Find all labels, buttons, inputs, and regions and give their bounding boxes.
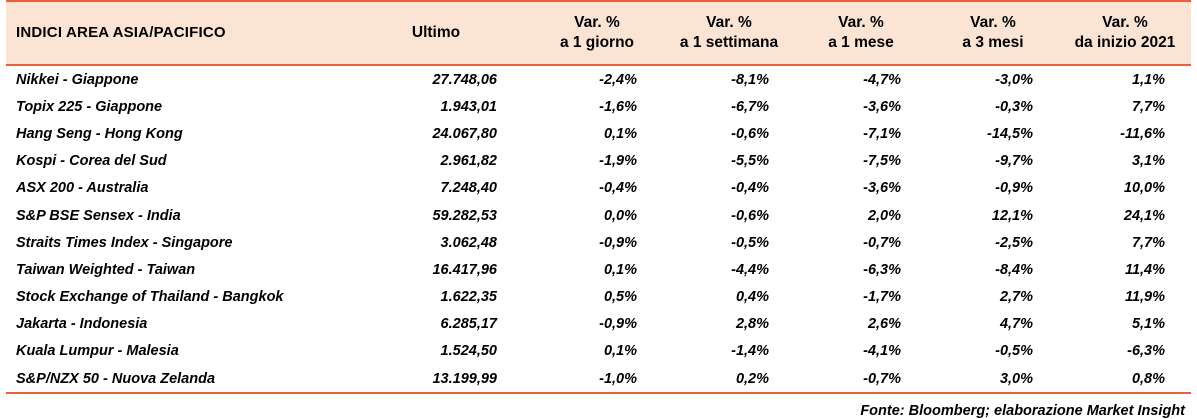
row-index-name: S&P/NZX 50 - Nuova Zelanda — [6, 365, 341, 393]
column-header-var-1-mese-line1: Var. % — [838, 14, 884, 32]
table-row — [6, 65, 1191, 93]
row-var-1-settimana: 2,8% — [735, 316, 769, 333]
row-var-inizio-anno: -6,3% — [1127, 343, 1165, 360]
row-var-1-giorno: 0,1% — [603, 125, 637, 142]
column-header-var-3-mesi-line2: a 3 mesi — [962, 34, 1024, 51]
row-var-1-mese: 2,0% — [867, 207, 901, 224]
column-header-var-3-mesi — [927, 1, 1059, 65]
column-header-var-1-mese — [795, 1, 927, 65]
row-index-name: Kospi - Corea del Sud — [16, 153, 167, 170]
row-var-3-mesi: -8,4% — [995, 261, 1033, 278]
row-var-1-mese: -0,7% — [795, 365, 927, 393]
row-var-1-mese: -3,6% — [863, 180, 901, 197]
row-index-name: Nikkei - Giappone — [16, 71, 139, 88]
row-var-1-mese: 2,6% — [867, 316, 901, 333]
row-ultimo: 1.524,50 — [440, 343, 497, 360]
row-var-inizio-anno: -11,6% — [1120, 125, 1165, 142]
row-var-1-giorno: -0,4% — [599, 180, 637, 197]
row-var-inizio-anno: 7,7% — [1131, 98, 1165, 115]
row-index-name: Topix 225 - Giappone — [16, 98, 163, 115]
table-row — [6, 256, 1191, 283]
column-header-var-1-settimana-line1: Var. % — [706, 14, 752, 32]
row-var-inizio-anno: 7,7% — [1131, 234, 1165, 251]
column-header-index-name-line1: INDICI AREA ASIA/PACIFICO — [16, 24, 226, 42]
row-ultimo: 2.961,82 — [440, 153, 497, 170]
row-var-1-settimana: -6,7% — [731, 98, 769, 115]
column-header-var-1-giorno-line2: a 1 giorno — [559, 34, 635, 51]
row-var-1-giorno: -0,9% — [599, 316, 637, 333]
column-header-ultimo — [341, 1, 531, 65]
row-var-3-mesi: 3,0% — [927, 365, 1059, 393]
column-header-var-3-mesi-line1: Var. % — [970, 14, 1016, 32]
row-index-name: Jakarta - Indonesia — [16, 316, 148, 333]
row-var-inizio-anno: 3,1% — [1131, 153, 1165, 170]
row-var-3-mesi: -2,5% — [995, 234, 1033, 251]
row-var-1-mese: -7,1% — [863, 125, 901, 142]
row-index-name: Kuala Lumpur - Malesia — [16, 343, 179, 360]
table-row — [6, 93, 1191, 120]
table-row — [6, 175, 1191, 202]
row-var-3-mesi: -0,9% — [995, 180, 1033, 197]
row-ultimo: 7.248,40 — [440, 180, 497, 197]
column-header-var-1-giorno-line1: Var. % — [574, 14, 620, 32]
row-index-name: Taiwan Weighted - Taiwan — [16, 261, 196, 278]
table-row — [6, 202, 1191, 229]
row-ultimo: 27.748,06 — [432, 71, 497, 88]
row-var-1-giorno: 0,0% — [603, 207, 637, 224]
table-row — [6, 311, 1191, 338]
row-var-inizio-anno: 11,4% — [1124, 261, 1165, 278]
row-var-3-mesi: -0,3% — [995, 98, 1033, 115]
row-ultimo: 3.062,48 — [440, 234, 497, 251]
row-ultimo: 59.282,53 — [432, 207, 497, 224]
row-var-inizio-anno: 11,9% — [1124, 289, 1165, 306]
row-var-1-giorno: 0,5% — [603, 289, 637, 306]
table-row — [6, 338, 1191, 365]
column-header-var-1-giorno — [531, 1, 663, 65]
row-var-3-mesi: -14,5% — [987, 125, 1033, 142]
row-ultimo: 1.943,01 — [440, 98, 497, 115]
table-row — [6, 148, 1191, 175]
table-row — [6, 284, 1191, 311]
row-index-name: Hang Seng - Hong Kong — [16, 125, 183, 142]
row-var-3-mesi: 4,7% — [999, 316, 1033, 333]
column-header-index-name — [6, 1, 341, 65]
row-var-1-mese: -0,7% — [863, 234, 901, 251]
column-header-var-1-mese-line2: a 1 mese — [828, 34, 894, 51]
row-var-1-settimana: -0,5% — [731, 234, 769, 251]
row-var-3-mesi: -0,5% — [995, 343, 1033, 360]
table-header-row — [6, 1, 1191, 65]
row-var-1-settimana: -0,4% — [731, 180, 769, 197]
row-var-inizio-anno: 24,1% — [1123, 207, 1165, 224]
row-var-1-mese: -1,7% — [863, 289, 901, 306]
row-var-1-settimana: 0,4% — [735, 289, 769, 306]
row-ultimo: 24.067,80 — [432, 125, 497, 142]
row-var-1-mese: -6,3% — [863, 261, 901, 278]
row-var-3-mesi: -9,7% — [995, 153, 1033, 170]
column-header-ultimo-line1: Ultimo — [411, 24, 461, 42]
row-var-1-giorno: 0,1% — [603, 261, 637, 278]
row-var-1-settimana: 0,2% — [663, 365, 795, 393]
row-index-name: Stock Exchange of Thailand - Bangkok — [16, 289, 284, 306]
column-header-var-inizio-anno-line2: da inizio 2021 — [1074, 34, 1176, 51]
row-index-name: ASX 200 - Australia — [16, 180, 149, 197]
row-index-name: Straits Times Index - Singapore — [16, 234, 233, 251]
row-var-inizio-anno: 0,8% — [1059, 365, 1191, 393]
table-row — [6, 120, 1191, 147]
row-var-1-settimana: -1,4% — [731, 343, 769, 360]
row-var-1-settimana: -8,1% — [731, 71, 769, 88]
row-var-1-giorno: -1,0% — [531, 365, 663, 393]
row-var-1-giorno: 0,1% — [603, 343, 637, 360]
row-var-1-mese: -4,7% — [863, 71, 901, 88]
row-ultimo: 1.622,35 — [440, 289, 497, 306]
row-ultimo: 13.199,99 — [341, 365, 531, 393]
row-var-1-giorno: -1,6% — [599, 98, 637, 115]
asia-pacific-indices-table — [6, 0, 1191, 394]
row-var-1-mese: -4,1% — [863, 343, 901, 360]
row-var-1-giorno: -2,4% — [599, 71, 637, 88]
row-var-inizio-anno: 5,1% — [1131, 316, 1165, 333]
row-var-1-settimana: -5,5% — [731, 153, 769, 170]
row-var-1-mese: -3,6% — [863, 98, 901, 115]
row-index-name: S&P BSE Sensex - India — [16, 207, 181, 224]
row-var-1-settimana: -4,4% — [731, 261, 769, 278]
row-var-3-mesi: 12,1% — [991, 207, 1033, 224]
table-body — [6, 65, 1191, 393]
row-var-1-settimana: -0,6% — [731, 207, 769, 224]
column-header-var-1-settimana-line2: a 1 settimana — [679, 34, 779, 51]
row-var-3-mesi: 2,7% — [999, 289, 1033, 306]
row-ultimo: 16.417,96 — [432, 261, 497, 278]
table-header — [6, 1, 1191, 65]
row-ultimo: 6.285,17 — [440, 316, 497, 333]
table-row — [6, 229, 1191, 256]
row-var-3-mesi: -3,0% — [995, 71, 1033, 88]
column-header-var-inizio-anno-line1: Var. % — [1102, 14, 1148, 32]
row-var-1-giorno: -1,9% — [599, 153, 637, 170]
row-var-inizio-anno: 1,1% — [1131, 71, 1165, 88]
row-var-1-mese: -7,5% — [863, 153, 901, 170]
column-header-var-inizio-anno — [1059, 1, 1191, 65]
row-var-1-giorno: -0,9% — [599, 234, 637, 251]
row-var-inizio-anno: 10,0% — [1123, 180, 1165, 197]
source-note: Fonte: Bloomberg; elaborazione Market Insight — [860, 403, 1185, 419]
row-var-1-settimana: -0,6% — [731, 125, 769, 142]
table-row — [6, 365, 1191, 393]
column-header-var-1-settimana — [663, 1, 795, 65]
